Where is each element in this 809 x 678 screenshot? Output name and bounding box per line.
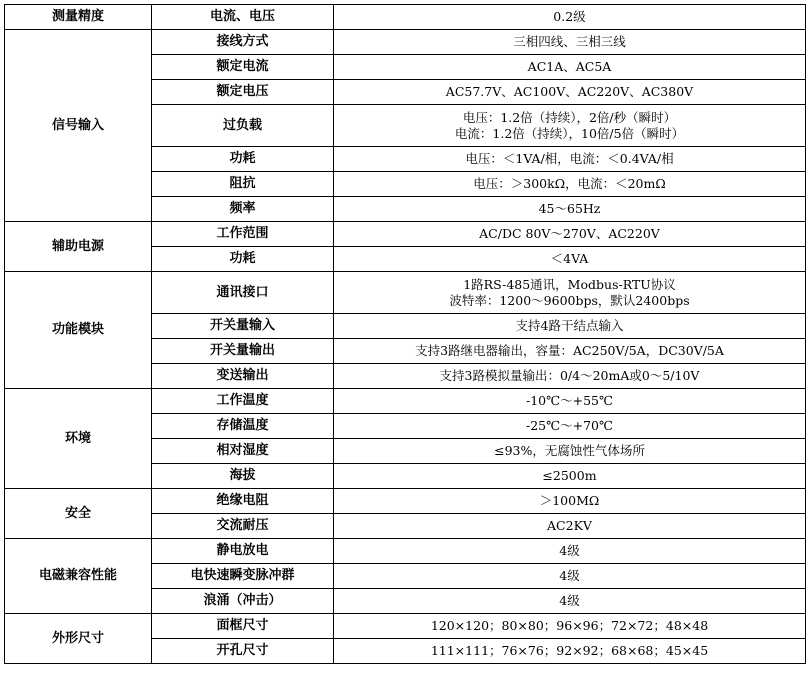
value-cell [334,639,806,664]
value-line: AC2KV [547,518,592,533]
value-line: 111×111；76×76；92×92；68×68；45×45 [430,643,709,658]
value-line: 0.2级 [553,9,586,24]
value-line: 4级 [559,593,580,608]
item-cell: 阻抗 [152,172,334,197]
value-cell [334,272,806,314]
value-line: 电压：＜1VA/相，电流：＜0.4VA/相 [465,151,674,166]
value-line: AC1A、AC5A [527,59,612,74]
item-cell: 浪涌（冲击） [152,589,334,614]
item-cell: 变送输出 [152,364,334,389]
value-cell [334,339,806,364]
value-cell [334,172,806,197]
spec-table [4,4,806,664]
value-line: ≤93%，无腐蚀性气体场所 [494,443,645,458]
table-row [5,614,806,639]
table-row [5,222,806,247]
item-cell: 电流、电压 [152,5,334,30]
value-cell [334,614,806,639]
value-cell [334,489,806,514]
value-cell [334,222,806,247]
item-cell: 过负载 [152,105,334,147]
item-cell: 面框尺寸 [152,614,334,639]
value-cell [334,414,806,439]
value-cell [334,147,806,172]
table-row [5,5,806,30]
value-cell [334,589,806,614]
category-cell: 辅助电源 [5,222,152,272]
category-cell: 安全 [5,489,152,539]
value-line: 支持3路模拟量输出：0/4～20mA或0～5/10V [439,368,700,383]
item-cell: 接线方式 [152,30,334,55]
value-line: 120×120；80×80；96×96；72×72；48×48 [430,618,709,633]
item-cell: 海拔 [152,464,334,489]
item-cell: 开孔尺寸 [152,639,334,664]
value-line: ＜4VA [550,251,589,266]
table-row [5,389,806,414]
item-cell: 静电放电 [152,539,334,564]
category-cell: 信号输入 [5,30,152,222]
value-cell [334,539,806,564]
value-line: 1路RS-485通讯，Modbus-RTU协议 [463,276,676,292]
item-cell: 存储温度 [152,414,334,439]
item-cell: 开关量输入 [152,314,334,339]
value-line: -10℃～+55℃ [526,393,613,408]
value-line: -25℃～+70℃ [526,418,613,433]
item-cell: 通讯接口 [152,272,334,314]
value-cell [334,564,806,589]
item-cell: 电快速瞬变脉冲群 [152,564,334,589]
value-cell [334,314,806,339]
category-cell: 功能模块 [5,272,152,389]
value-line: 4级 [559,568,580,583]
table-row [5,489,806,514]
value-cell [334,464,806,489]
value-cell [334,439,806,464]
item-cell: 额定电流 [152,55,334,80]
item-cell: 功耗 [152,147,334,172]
value-line: ≤2500m [542,468,597,483]
spec-table-body [5,5,806,664]
item-cell: 交流耐压 [152,514,334,539]
value-line: 45～65Hz [538,201,601,216]
item-cell: 工作范围 [152,222,334,247]
value-line: 4级 [559,543,580,558]
value-line: 电流：1.2倍（持续），10倍/5倍（瞬时） [454,125,685,141]
value-line: 电压：＞300kΩ，电流：＜20mΩ [473,176,666,191]
item-cell: 额定电压 [152,80,334,105]
table-row [5,30,806,55]
value-cell [334,5,806,30]
value-line: AC57.7V、AC100V、AC220V、AC380V [445,84,694,99]
value-cell [334,80,806,105]
value-cell [334,197,806,222]
value-line: 支持3路继电器输出，容量：AC250V/5A，DC30V/5A [415,343,724,358]
value-line: 三相四线、三相三线 [513,34,626,49]
table-row [5,272,806,314]
category-cell: 电磁兼容性能 [5,539,152,614]
category-cell: 测量精度 [5,5,152,30]
value-line: 电压：1.2倍（持续），2倍/秒（瞬时） [462,109,677,125]
value-cell [334,247,806,272]
value-line: 支持4路干结点输入 [515,318,624,333]
value-cell [334,105,806,147]
value-cell [334,55,806,80]
value-cell [334,389,806,414]
category-cell: 外形尺寸 [5,614,152,664]
item-cell: 开关量输出 [152,339,334,364]
item-cell: 功耗 [152,247,334,272]
item-cell: 绝缘电阻 [152,489,334,514]
item-cell: 频率 [152,197,334,222]
value-cell [334,514,806,539]
item-cell: 工作温度 [152,389,334,414]
value-line: ＞100MΩ [539,493,600,508]
category-cell: 环境 [5,389,152,489]
value-cell [334,364,806,389]
item-cell: 相对湿度 [152,439,334,464]
value-line: AC/DC 80V～270V、AC220V [479,226,660,241]
table-row [5,539,806,564]
value-line: 波特率：1200～9600bps，默认2400bps [449,292,690,308]
value-cell [334,30,806,55]
